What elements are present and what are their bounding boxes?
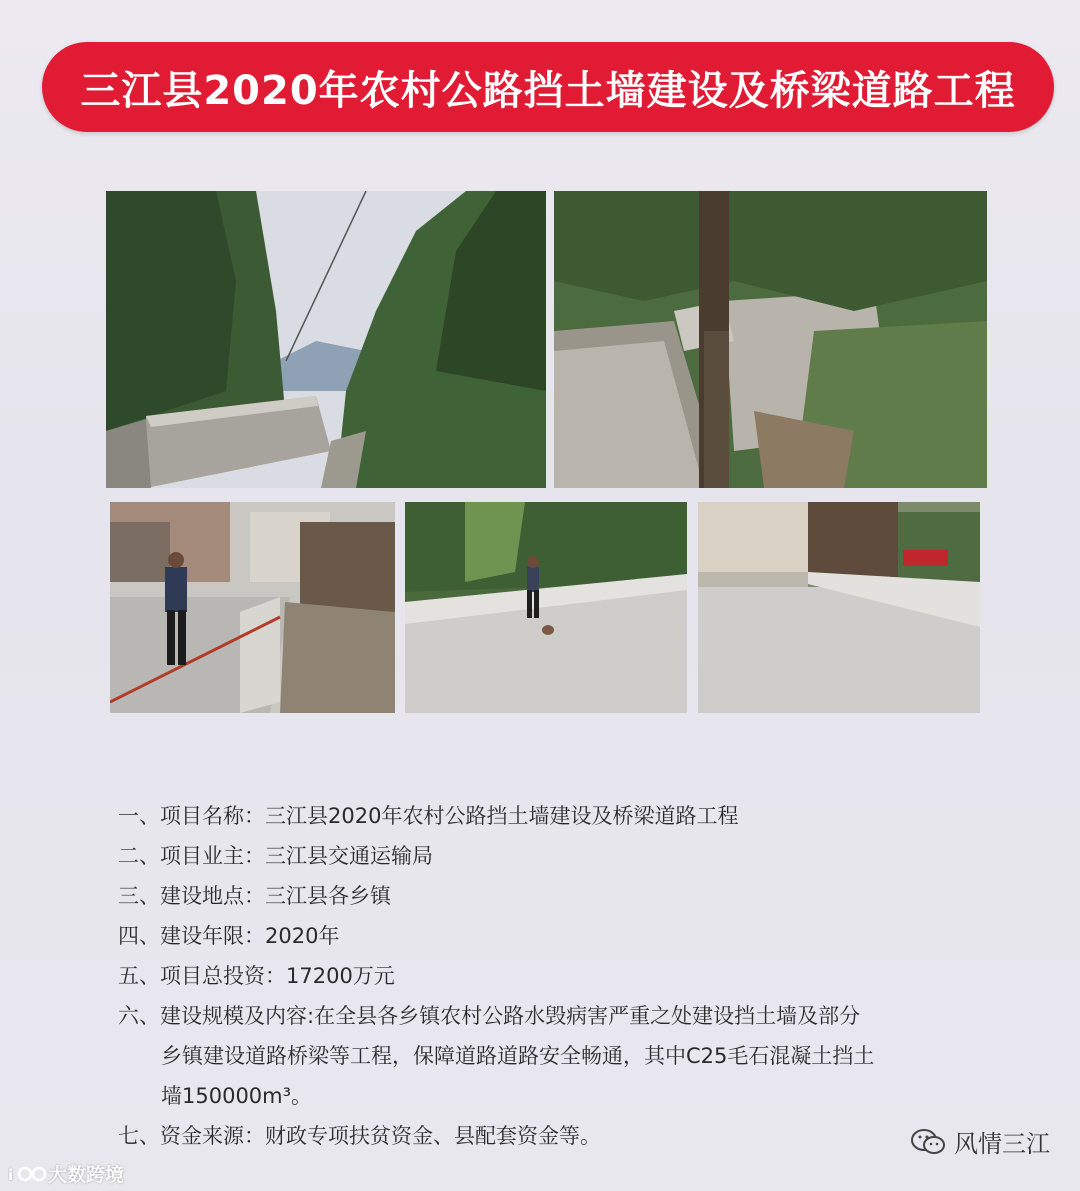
photo-road-with-man <box>110 502 395 713</box>
project-info <box>118 796 998 1156</box>
row-value: 17200万元 <box>286 964 395 988</box>
row-value: 三江县2020年农村公路挡土墙建设及桥梁道路工程 <box>265 804 739 828</box>
row-number: 五、 <box>118 964 160 988</box>
title-banner <box>42 42 1054 132</box>
info-row-period <box>118 916 998 956</box>
row-number: 四、 <box>118 924 160 948</box>
row-number: 七、 <box>118 1124 160 1148</box>
row-label: 建设年限： <box>160 924 265 948</box>
info-row-location <box>118 876 998 916</box>
row-value: 三江县交通运输局 <box>265 844 433 868</box>
info-row-owner <box>118 836 998 876</box>
page-title: 三江县2020年农村公路挡土墙建设及桥梁道路工程 <box>80 67 1016 114</box>
photo-bridge-village <box>698 502 980 713</box>
photo-bridge-deck-man <box>405 502 687 713</box>
wechat-icon <box>910 1128 946 1156</box>
row-value-line: 乡镇建设道路桥梁等工程，保障道路道路安全畅通，其中C25毛石混凝土挡土 <box>161 1044 875 1068</box>
photo-tree-retaining-wall <box>554 191 987 488</box>
row-label: 资金来源： <box>160 1124 265 1148</box>
info-row-investment <box>118 956 998 996</box>
watermark-right-text: 风情三江 <box>954 1130 1050 1158</box>
row-label: 项目名称： <box>160 804 265 828</box>
row-number: 三、 <box>118 884 160 908</box>
row-label: 项目总投资： <box>160 964 286 988</box>
watermark-left <box>8 1160 124 1187</box>
row-value: 2020年 <box>265 924 340 948</box>
svg-text:i: i <box>8 1165 14 1184</box>
row-value-line: 在全县各乡镇农村公路水毁病害严重之处建设挡土墙及部分 <box>314 1004 861 1028</box>
info-row-funding <box>118 1116 998 1156</box>
weibo-logo-icon <box>8 1163 48 1185</box>
watermark-right <box>910 1124 1050 1159</box>
row-label: 项目业主： <box>160 844 265 868</box>
row-label: 建设规模及内容: <box>160 1004 315 1028</box>
watermark-left-text: 大数跨境 <box>48 1164 125 1186</box>
info-row-scope <box>118 996 998 1116</box>
row-number: 六、 <box>118 1004 160 1028</box>
info-row-name <box>118 796 998 836</box>
row-value: 财政专项扶贫资金、县配套资金等。 <box>265 1124 601 1148</box>
row-label: 建设地点： <box>160 884 265 908</box>
row-value-line: 墙150000m³。 <box>161 1084 313 1108</box>
row-number: 一、 <box>118 804 160 828</box>
row-value: 三江县各乡镇 <box>265 884 391 908</box>
photo-mountain-retaining-wall <box>106 191 546 488</box>
row-number: 二、 <box>118 844 160 868</box>
